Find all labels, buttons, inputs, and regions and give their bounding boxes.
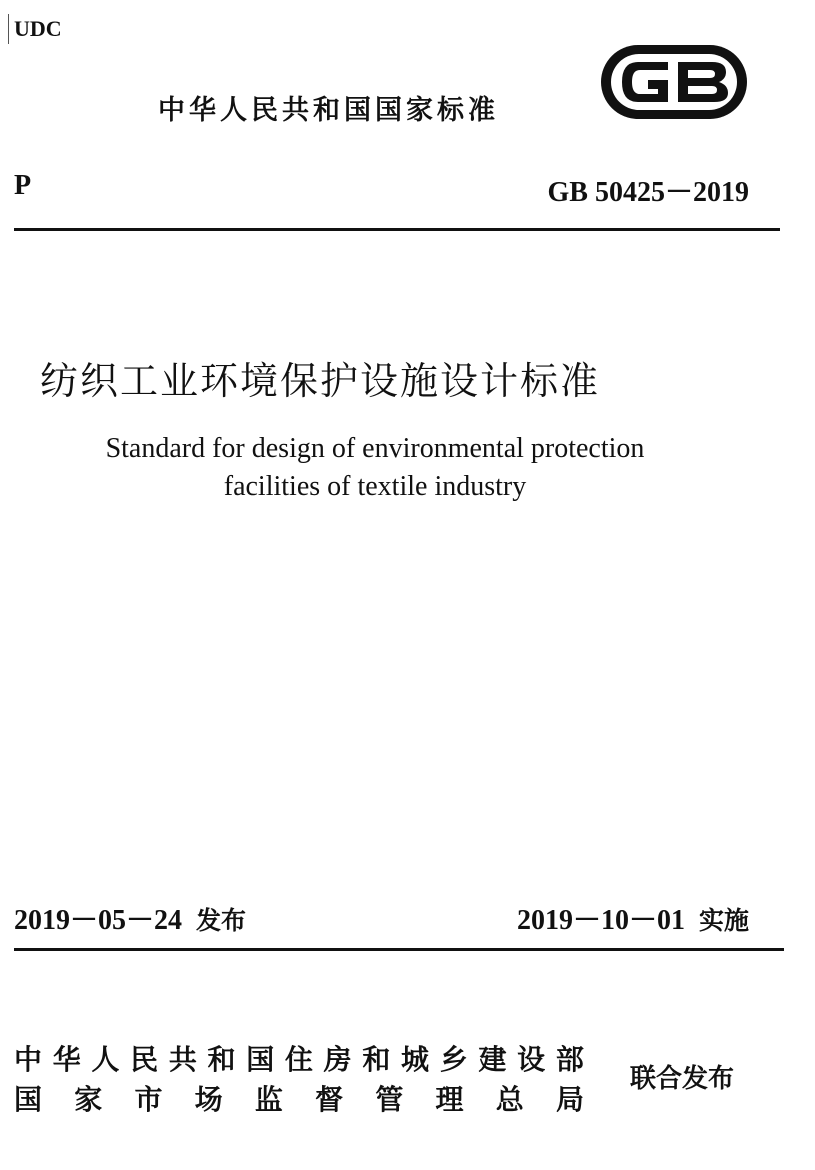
issuer-char: 设	[517, 1043, 546, 1076]
classification-code: P	[14, 170, 32, 201]
standard-number: GB 50425－2019	[547, 177, 749, 208]
implement-date-block	[517, 898, 749, 938]
gb-logo-icon	[598, 42, 750, 122]
issuer-char: 共	[168, 1043, 197, 1076]
issuer-administration	[14, 1078, 584, 1118]
issuer-char: 建	[478, 1043, 507, 1076]
issuer-char: 乡	[439, 1043, 468, 1076]
title-english-line1: Standard for design of environmental protection	[105, 433, 645, 464]
issuer-char: 场	[194, 1083, 223, 1116]
issuer-char: 民	[130, 1043, 159, 1076]
implement-label: 实施	[698, 906, 749, 935]
top-divider	[14, 228, 780, 231]
issuer-char: 和	[207, 1043, 236, 1076]
issuer-char: 人	[91, 1043, 120, 1076]
country-standard-heading: 中华人民共和国国家标准	[158, 95, 499, 126]
issuer-char: 城	[401, 1043, 430, 1076]
publish-date: 2019－05－24	[14, 905, 183, 936]
issuer-char: 总	[495, 1083, 524, 1116]
udc-label: UDC	[8, 14, 62, 44]
issuer-char: 国	[246, 1043, 275, 1076]
issuer-char: 市	[134, 1083, 163, 1116]
issuer-char: 住	[284, 1043, 313, 1076]
issuer-char: 督	[315, 1083, 344, 1116]
issuer-char: 理	[435, 1083, 464, 1116]
publish-date-block	[14, 898, 246, 938]
issuer-char: 房	[323, 1043, 352, 1076]
issuer-char: 华	[52, 1043, 81, 1076]
joint-issue-label: 联合发布	[630, 1064, 735, 1094]
issuer-char: 国	[14, 1083, 43, 1116]
issuer-char: 和	[362, 1043, 391, 1076]
implement-date: 2019－10－01	[516, 905, 685, 936]
issuer-char: 局	[555, 1083, 584, 1116]
title-english	[0, 430, 750, 506]
issuer-ministry	[14, 1038, 584, 1078]
publish-label: 发布	[196, 906, 247, 935]
issuer-char: 部	[555, 1043, 584, 1076]
title-chinese: 纺织工业环境保护设施设计标准	[40, 359, 601, 403]
issuer-char: 管	[375, 1083, 404, 1116]
issuer-char: 监	[254, 1083, 283, 1116]
bottom-divider	[14, 948, 784, 951]
issuer-char: 中	[14, 1043, 43, 1076]
title-english-line2: facilities of textile industry	[223, 471, 527, 502]
issuer-char: 家	[74, 1083, 103, 1116]
